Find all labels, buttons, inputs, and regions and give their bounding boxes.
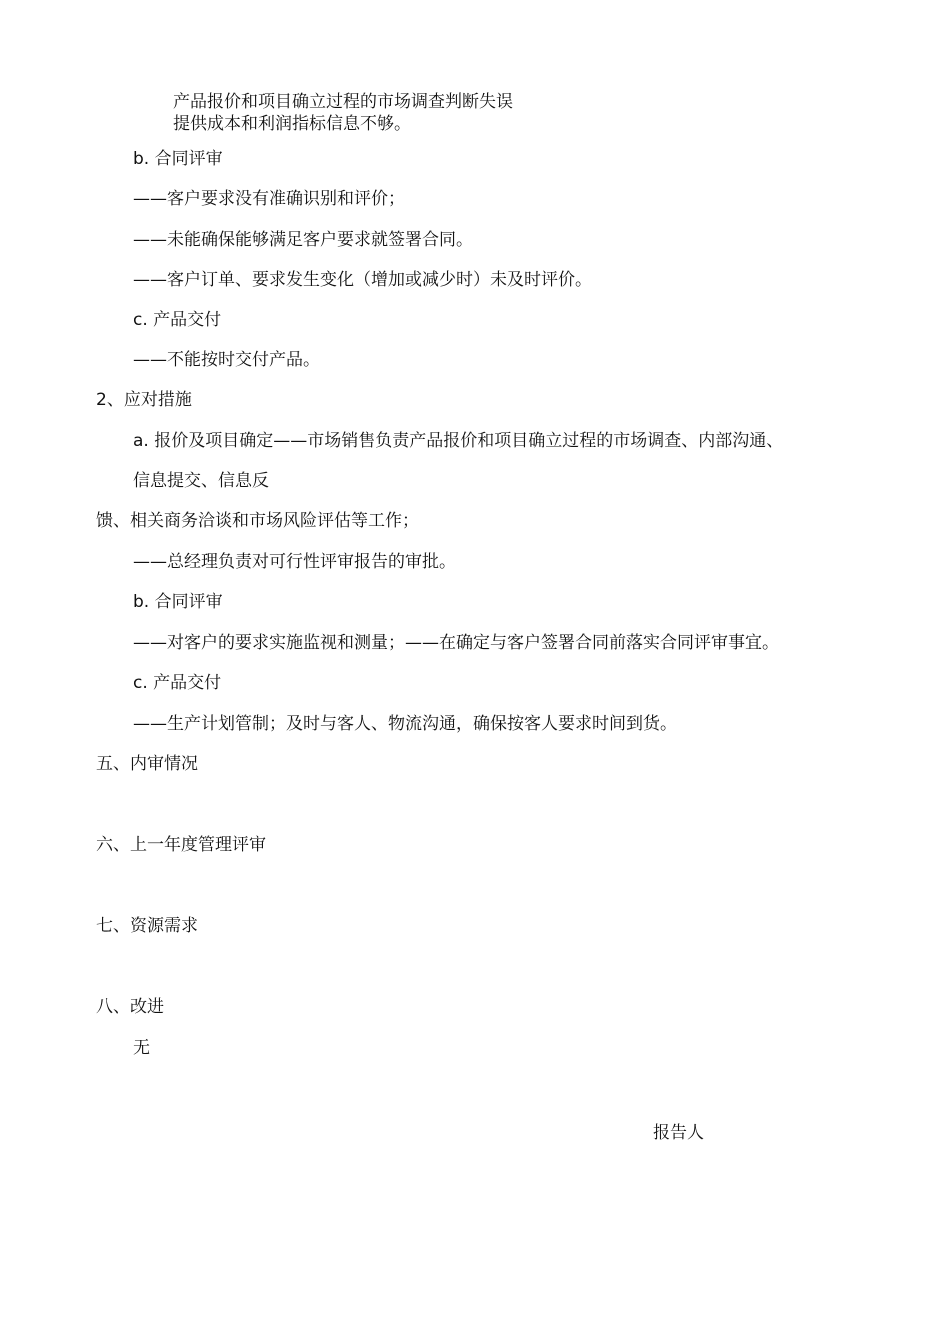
heading-management-review: 六、上一年度管理评审 — [96, 835, 266, 855]
text-line-10: a. 报价及项目确定——市场销售负责产品报价和项目确立过程的市场调查、内部沟通、 — [133, 431, 784, 451]
section-b-contract-review: b. 合同评审 — [133, 149, 223, 169]
text-line-4: ——客户要求没有准确识别和评价； — [133, 189, 405, 209]
text-line-2: 提供成本和利润指标信息不够。 — [173, 114, 411, 134]
text-line-13: ——总经理负责对可行性评审报告的审批。 — [133, 552, 456, 572]
heading-resource-needs: 七、资源需求 — [96, 916, 198, 936]
text-line-8: ——不能按时交付产品。 — [133, 350, 320, 370]
text-line-15: ——对客户的要求实施监视和测量；——在确定与客户签署合同前落实合同评审事宜。 — [133, 633, 779, 653]
reporter-label: 报告人 — [653, 1123, 704, 1143]
improvement-content: 无 — [133, 1038, 150, 1058]
text-line-11: 信息提交、信息反 — [133, 471, 269, 491]
section-b-contract-review-2: b. 合同评审 — [133, 592, 223, 612]
text-line-1: 产品报价和项目确立过程的市场调查判断失误 — [173, 92, 513, 112]
heading-improvement: 八、改进 — [96, 997, 164, 1017]
text-line-5: ——未能确保能够满足客户要求就签署合同。 — [133, 230, 473, 250]
heading-internal-audit: 五、内审情况 — [96, 754, 198, 774]
text-line-17: ——生产计划管制；及时与客人、物流沟通，确保按客人要求时间到货。 — [133, 714, 677, 734]
text-line-12: 馈、相关商务洽谈和市场风险评估等工作； — [96, 511, 419, 531]
section-c-product-delivery: c. 产品交付 — [133, 310, 222, 330]
section-c-product-delivery-2: c. 产品交付 — [133, 673, 222, 693]
text-line-6: ——客户订单、要求发生变化（增加或减少时）未及时评价。 — [133, 270, 592, 290]
heading-countermeasures: 2、应对措施 — [96, 390, 192, 410]
